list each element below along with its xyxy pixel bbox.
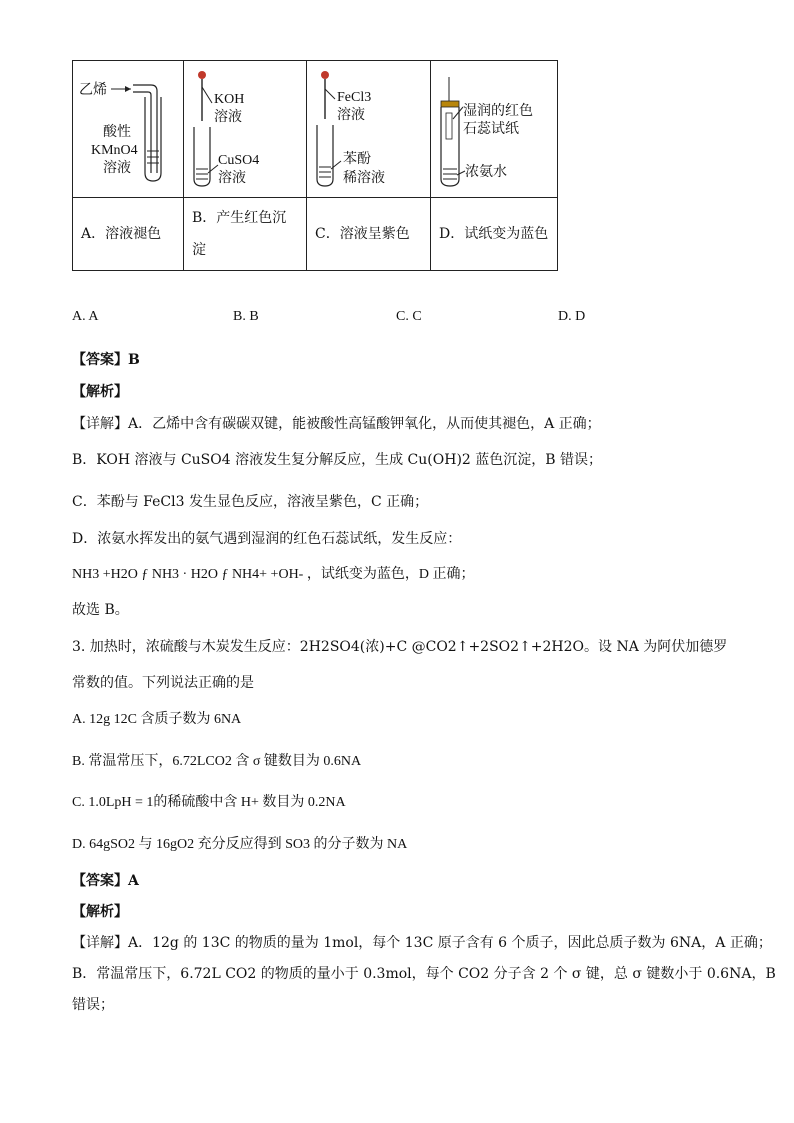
q2-detail-line-4: D．浓氨水挥发出的氨气遇到湿润的红色石蕊试纸，发生反应： xyxy=(72,531,462,547)
label-kmno4: KMnO4 xyxy=(91,143,138,158)
q2-detail-line-1: 【详解】A．乙烯中含有碳碳双键，能被酸性高锰酸钾氧化，从而使其褪色，A 正确； xyxy=(72,416,601,432)
q3-option-b: B. 常温常压下，6.72LCO2 含 σ 键数目为 0.6NA xyxy=(72,754,362,769)
ethylene-test-tube-figure xyxy=(73,61,184,197)
label-dilute-solution: 稀溶液 xyxy=(343,171,385,186)
q3-detail-line-3: 错误； xyxy=(72,997,114,1013)
label-fecl3: FeCl3 xyxy=(337,90,372,105)
label-solution-b1: 溶液 xyxy=(214,110,242,125)
experiment-d-figure xyxy=(431,61,558,198)
experiment-c-figure xyxy=(307,61,431,198)
label-phenol: 苯酚 xyxy=(343,152,371,167)
koh-cuso4-figure xyxy=(184,61,307,197)
q2-detail-line-3: C．苯酚与 FeCl3 发生显色反应，溶液呈紫色，C 正确； xyxy=(72,494,429,510)
q3-answer: 【答案】A xyxy=(72,873,139,889)
label-solution-a: 溶液 xyxy=(103,161,131,176)
label-cuso4: CuSO4 xyxy=(218,153,260,168)
experiment-b-figure xyxy=(184,61,307,198)
q3-option-a: A. 12g 12C 含质子数为 6NA xyxy=(72,712,242,727)
q3-analysis-heading: 【解析】 xyxy=(72,904,128,920)
q2-option-a: A. A xyxy=(72,309,99,324)
label-acidic: 酸性 xyxy=(103,125,131,140)
label-conc-ammonia: 浓氨水 xyxy=(465,165,507,180)
q2-detail-line-2: B．KOH 溶液与 CuSO4 溶液发生复分解反应，生成 Cu(OH)2 蓝色沉淀，B 错误； xyxy=(72,452,602,468)
q3-detail-line-1: 【详解】A．12g 的 13C 的物质的量为 1mol，每个 13C 原子含有 6 个质子，因此总质子数为 6NA，A 正确； xyxy=(72,935,772,951)
experiment-c-caption: C．溶液呈紫色 xyxy=(307,198,431,271)
q2-option-d: D. D xyxy=(558,309,586,324)
q2-option-b: B. B xyxy=(233,309,259,324)
q2-detail-equation: NH3 +H2O ƒ NH3 · H2O ƒ NH4+ +OH- ，试纸变为蓝色，D 正确； xyxy=(72,567,475,582)
label-koh: KOH xyxy=(214,92,245,107)
label-litmus-paper: 石蕊试纸 xyxy=(463,122,519,137)
q2-detail-conclusion: 故选 B。 xyxy=(72,602,129,618)
fecl3-phenol-figure xyxy=(307,61,431,197)
q2-analysis-heading: 【解析】 xyxy=(72,384,128,400)
experiment-d-caption: D．试纸变为蓝色 xyxy=(431,198,558,271)
q2-answer: 【答案】B xyxy=(72,352,140,368)
q3-option-d: D. 64gSO2 与 16gO2 充分反应得到 SO3 的分子数为 NA xyxy=(72,837,408,852)
q3-option-c: C. 1.0LpH = 1的稀硫酸中含 H+ 数目为 0.2NA xyxy=(72,795,346,810)
experiment-a-figure xyxy=(73,61,184,198)
label-solution-b2: 溶液 xyxy=(218,171,246,186)
experiment-table xyxy=(72,60,558,271)
q2-option-c: C. C xyxy=(396,309,422,324)
label-moist-red: 湿润的红色 xyxy=(463,104,533,119)
experiment-b-caption: B．产生红色沉淀 xyxy=(184,198,307,271)
label-solution-c: 溶液 xyxy=(337,108,365,123)
ammonia-litmus-figure xyxy=(431,61,558,197)
label-ethylene: 乙烯 xyxy=(79,83,107,98)
experiment-a-caption: A．溶液褪色 xyxy=(73,198,184,271)
q3-detail-line-2: B．常温常压下，6.72L CO2 的物质的量小于 0.3mol，每个 CO2 分子含 2 个 σ 键，总 σ 键数小于 0.6NA，B xyxy=(72,966,776,982)
q3-stem-line-2: 常数的值。下列说法正确的是 xyxy=(72,675,254,691)
q3-stem-line-1: 3. 加热时，浓硫酸与木炭发生反应：2H2SO4(浓)+C @CO2↑+2SO2↑+2H2O。设 NA 为阿伏加德罗 xyxy=(72,639,728,655)
